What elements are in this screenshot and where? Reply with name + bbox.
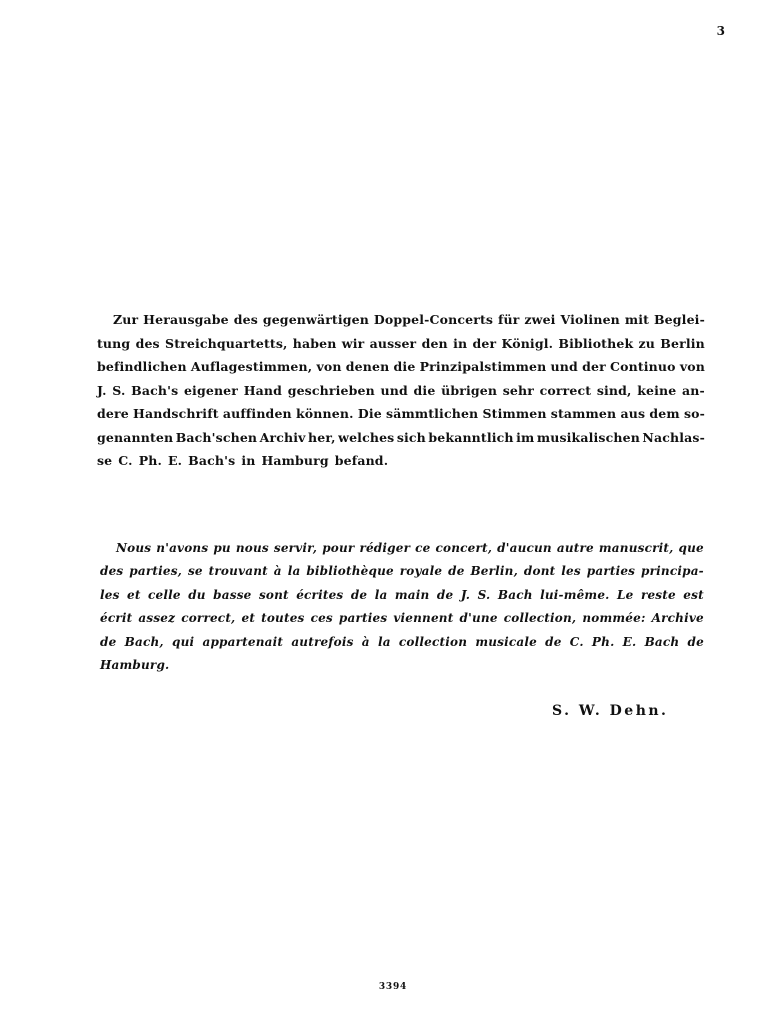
word: lui-même.: [540, 587, 610, 602]
word: Zur: [113, 312, 139, 327]
word: genannten: [97, 429, 174, 445]
word: C.: [118, 453, 133, 468]
word: von: [316, 359, 342, 374]
word: pu: [213, 541, 231, 555]
word: können.: [296, 406, 354, 421]
word: S.: [477, 587, 491, 602]
word: und: [550, 359, 578, 374]
french-line-1: [100, 537, 704, 560]
word: Bach: [644, 634, 680, 649]
word: Archive: [651, 611, 704, 626]
word: toutes: [261, 611, 305, 626]
word: des: [233, 312, 258, 327]
word: viennent: [393, 611, 454, 626]
word: befand.: [334, 453, 389, 468]
word: wir: [341, 335, 365, 351]
word: rédiger: [359, 541, 411, 555]
word: autre: [556, 541, 594, 555]
word: à: [273, 564, 282, 579]
word: geschrieben: [287, 382, 375, 398]
word: zwei: [524, 312, 556, 327]
word: Ph.: [591, 634, 615, 649]
word: la: [287, 564, 301, 579]
word: main: [394, 587, 430, 602]
word: Hamburg.: [100, 658, 170, 673]
word: manuscrit,: [598, 541, 674, 555]
word: celle: [148, 587, 181, 602]
word: J.: [97, 382, 107, 398]
word: la: [374, 587, 388, 602]
word: reste: [640, 587, 676, 602]
word: befindlichen: [97, 359, 187, 374]
word: d'aucun: [497, 541, 552, 555]
word: de: [436, 587, 454, 602]
french-line-2: [100, 560, 704, 583]
word: bibliothèque: [306, 564, 394, 579]
word: eigener: [183, 382, 239, 398]
word: autrefois: [291, 634, 354, 649]
french-line-5: [100, 631, 704, 654]
word: écrit: [100, 611, 133, 626]
word: Prinzipalstimmen: [419, 359, 547, 374]
word: übrigen: [441, 382, 498, 398]
word: Bach,: [124, 634, 164, 649]
word: correct,: [181, 611, 236, 626]
word: qui: [171, 634, 195, 649]
word: Bach'schen: [175, 429, 258, 445]
german-line-4: [97, 379, 705, 403]
word: que: [678, 541, 704, 555]
word: se: [97, 453, 113, 468]
word: de: [350, 587, 368, 602]
word: Stimmen: [482, 406, 547, 421]
word: sind,: [596, 382, 632, 398]
word: les: [100, 587, 120, 602]
word: de: [100, 634, 117, 649]
word: parties: [338, 611, 388, 626]
word: Hand: [243, 382, 283, 398]
german-line-2: [97, 332, 705, 356]
word: E.: [167, 453, 183, 468]
word: für: [497, 312, 520, 327]
word: la: [377, 634, 391, 649]
word: auffinden: [222, 406, 292, 421]
word: de: [687, 634, 704, 649]
word: des: [135, 335, 160, 351]
word: des: [100, 564, 124, 579]
word: Nous: [116, 541, 152, 555]
word: bekanntlich: [428, 429, 514, 445]
word: sont: [258, 587, 289, 602]
word: J.: [460, 587, 471, 602]
word: die: [393, 359, 416, 374]
word: sehr: [502, 382, 535, 398]
word: S.: [112, 382, 126, 398]
plate-number: 3394: [378, 982, 408, 992]
word: et: [241, 611, 256, 626]
word: nommée:: [582, 611, 646, 626]
word: Continuo: [610, 359, 676, 374]
word: pour: [322, 541, 355, 555]
word: assez: [138, 611, 176, 626]
word: sämmtlichen: [386, 406, 479, 421]
word: Königl.: [501, 335, 554, 351]
word: Bach: [497, 587, 533, 602]
german-line-5: [97, 402, 705, 426]
word: nous: [235, 541, 269, 555]
word: gegenwärtigen: [262, 312, 369, 327]
word: denen: [345, 359, 390, 374]
word: Berlin: [660, 335, 705, 351]
word: ces: [310, 611, 333, 626]
word: in: [453, 335, 468, 351]
word: d'une: [459, 611, 498, 626]
word: von: [679, 359, 705, 374]
word: à: [361, 634, 370, 649]
word: Berlin,: [470, 564, 518, 579]
word: Auflagestimmen,: [190, 359, 313, 374]
german-preface: [97, 308, 705, 473]
french-line-6: [100, 654, 704, 677]
word: dont: [523, 564, 556, 579]
german-line-6: [97, 426, 705, 450]
word: an-: [682, 382, 705, 398]
word: concert,: [435, 541, 493, 555]
word: Archiv: [259, 429, 306, 445]
word: sich: [396, 429, 426, 445]
word: trouvant: [208, 564, 268, 579]
word: aus: [620, 406, 646, 421]
word: dem: [649, 406, 680, 421]
word: servir,: [273, 541, 318, 555]
word: in: [241, 453, 256, 468]
german-line-3: [97, 355, 705, 379]
word: Le: [617, 587, 634, 602]
word: C.: [569, 634, 584, 649]
word: n'avons: [156, 541, 209, 555]
word: parties: [586, 564, 636, 579]
word: der: [582, 359, 606, 374]
word: Herausgabe: [143, 312, 229, 327]
word: se: [187, 564, 203, 579]
word: collection: [398, 634, 468, 649]
word: Streichquartetts,: [165, 335, 288, 351]
word: collection,: [503, 611, 577, 626]
word: appartenait: [202, 634, 284, 649]
word: und: [380, 382, 408, 398]
word: les: [561, 564, 581, 579]
word: Bibliothek: [558, 335, 634, 351]
word: haben: [292, 335, 337, 351]
word: Hamburg: [261, 453, 329, 468]
word: welches: [338, 429, 395, 445]
word: so-: [683, 406, 705, 421]
word: parties,: [129, 564, 183, 579]
word: Beglei-: [653, 312, 705, 327]
word: musicale: [475, 634, 537, 649]
signature: S. W. Dehn.: [552, 703, 669, 719]
word: den: [421, 335, 448, 351]
word: Ph.: [138, 453, 162, 468]
word: Bach's: [188, 453, 236, 468]
word: correct: [539, 382, 592, 398]
french-line-4: [100, 607, 704, 630]
word: basse: [213, 587, 252, 602]
word: ce: [415, 541, 431, 555]
word: et: [127, 587, 141, 602]
word: ausser: [369, 335, 417, 351]
word: tung: [97, 335, 131, 351]
word: de: [545, 634, 562, 649]
word: E.: [622, 634, 637, 649]
word: est: [683, 587, 704, 602]
word: Doppel-Concerts: [373, 312, 494, 327]
german-line-1: [97, 308, 705, 332]
word: musikalischen: [536, 429, 640, 445]
word: de: [448, 564, 465, 579]
french-preface: [100, 537, 704, 677]
word: die: [413, 382, 436, 398]
german-line-7: [97, 449, 705, 473]
word: der: [472, 335, 497, 351]
word: her,: [308, 429, 336, 445]
french-line-3: [100, 584, 704, 607]
word: zu: [638, 335, 656, 351]
word: Nachlas-: [642, 429, 705, 445]
word: im: [516, 429, 535, 445]
word: Bach's: [131, 382, 179, 398]
word: Die: [357, 406, 382, 421]
word: stammen: [550, 406, 617, 421]
word: keine: [637, 382, 677, 398]
word: du: [188, 587, 206, 602]
page-number: 3: [716, 24, 726, 38]
word: Handschrift: [133, 406, 219, 421]
word: Violinen: [560, 312, 620, 327]
word: écrites: [296, 587, 344, 602]
word: principa-: [641, 564, 704, 579]
word: dere: [97, 406, 129, 421]
word: royale: [399, 564, 443, 579]
word: mit: [624, 312, 650, 327]
